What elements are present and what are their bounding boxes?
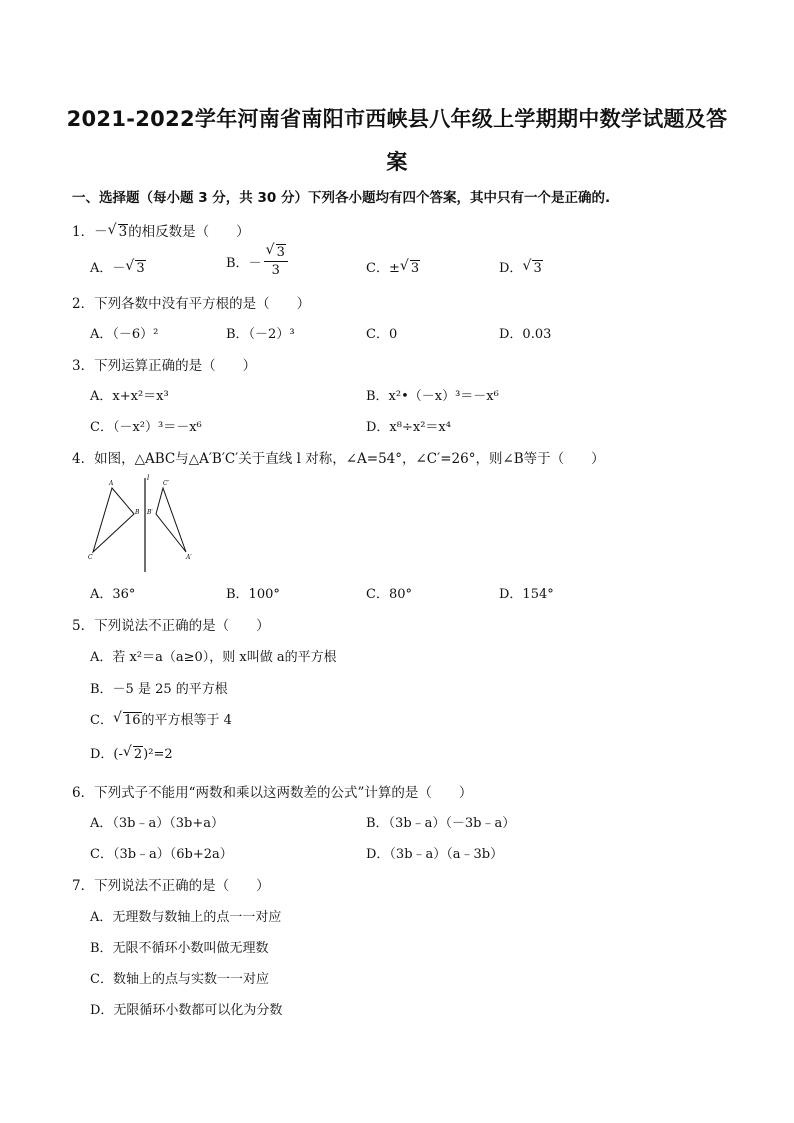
question-7: 7．下列说法不正确的是（ ） — [72, 878, 270, 894]
triangle-abc — [93, 488, 134, 552]
q5-option-c: C．√ 16的平方根等于 4 — [90, 709, 232, 728]
sqrt-symbol: √ 3 — [109, 224, 129, 240]
q4-option-c: C．80° — [366, 587, 412, 602]
question-2: 2．下列各数中没有平方根的是（ ） — [72, 296, 311, 312]
label-a-prime: A′ — [186, 554, 192, 561]
question-4: 4．如图，△ABC与△A′B′C′关于直线 l 对称，∠A=54°，∠C′=26°，则∠B等于（ ） — [72, 451, 605, 467]
q3-option-b: B．x²•（－x）³＝－x⁶ — [366, 389, 499, 404]
q7-option-d: D．无限循环小数都可以化为分数 — [90, 1003, 283, 1018]
q3-option-d: D．x⁸÷x²＝x⁴ — [366, 420, 451, 435]
q6-option-b: B．（3b﹣a）（－3b﹣a） — [366, 816, 516, 831]
symmetry-figure — [86, 474, 206, 574]
q3-option-a: A．x+x²＝x³ — [90, 389, 169, 404]
q1-text: 的相反数是（ ） — [128, 224, 250, 240]
question-5: 5．下列说法不正确的是（ ） — [72, 618, 270, 634]
label-c-prime: C′ — [163, 480, 169, 487]
q1-prefix: 1．－ — [72, 224, 108, 240]
question-6: 6．下列式子不能用“两数和乘以这两数差的公式”计算的是（ ） — [72, 785, 473, 801]
q2-option-b: B．（－2）³ — [226, 327, 295, 342]
label-b: B — [135, 509, 140, 516]
q7-option-b: B．无限不循环小数叫做无理数 — [90, 941, 269, 956]
page-title-line1: 2021-2022学年河南省南阳市西峡县八年级上学期期中数学试题及答 — [66, 107, 728, 131]
q4-option-b: B．100° — [226, 587, 280, 602]
label-l: l — [147, 474, 150, 482]
sqrt-symbol: √ 3 — [523, 260, 542, 276]
q1-option-a: A．－√ 3 — [90, 257, 146, 276]
q6-option-a: A．（3b﹣a）（3b+a） — [90, 816, 224, 831]
label-c: C — [88, 554, 93, 561]
q3-option-c: C．（－x²）³＝－x⁶ — [90, 420, 202, 435]
sqrt-symbol: √ 3 — [267, 244, 286, 261]
q5-option-d: D．(-√ 2)²=2 — [90, 743, 173, 762]
q7-option-c: C．数轴上的点与实数一一对应 — [90, 972, 269, 987]
sqrt-symbol: √ 3 — [401, 260, 420, 276]
sqrt-symbol: √ 16 — [114, 712, 142, 728]
q7-option-a: A．无理数与数轴上的点一一对应 — [90, 910, 282, 925]
q6-option-d: D．（3b﹣a）（a﹣3b） — [366, 847, 504, 862]
fraction: √ $\frac{3}{3}$ — [264, 244, 288, 279]
q1-option-c: C．±√ 3 — [366, 257, 420, 276]
q4-option-d: D．154° — [499, 587, 554, 602]
q1-option-d: D．√ 3 — [499, 257, 543, 276]
triangle-abc-prime — [156, 488, 186, 552]
sqrt-symbol: √ 3 — [126, 260, 145, 276]
q2-option-c: C．0 — [366, 327, 398, 342]
section-heading: 一、选择题（每小题 3 分，共 30 分）下列各小题均有四个答案，其中只有一个是正确的. — [72, 190, 611, 206]
q5-option-b: B．－5 是 25 的平方根 — [90, 682, 228, 697]
page-title-line2: 案 — [386, 150, 408, 174]
q2-option-a: A．（－6）² — [90, 327, 159, 342]
q5-option-a: A．若 x²＝a（a≥0），则 x叫做 a的平方根 — [90, 650, 337, 665]
label-a: A — [109, 480, 114, 487]
question-3: 3．下列运算正确的是（ ） — [72, 358, 257, 374]
label-b-prime: B′ — [147, 509, 153, 516]
q6-option-c: C．（3b﹣a）（6b+2a） — [90, 847, 233, 862]
question-1 — [72, 220, 250, 240]
q1-option-b: B．－ √ $\frac{3}{3}$ — [226, 244, 290, 279]
sqrt-symbol: √ 2 — [124, 746, 143, 762]
q2-option-d: D．0.03 — [499, 327, 552, 342]
q4-option-a: A．36° — [90, 587, 136, 602]
